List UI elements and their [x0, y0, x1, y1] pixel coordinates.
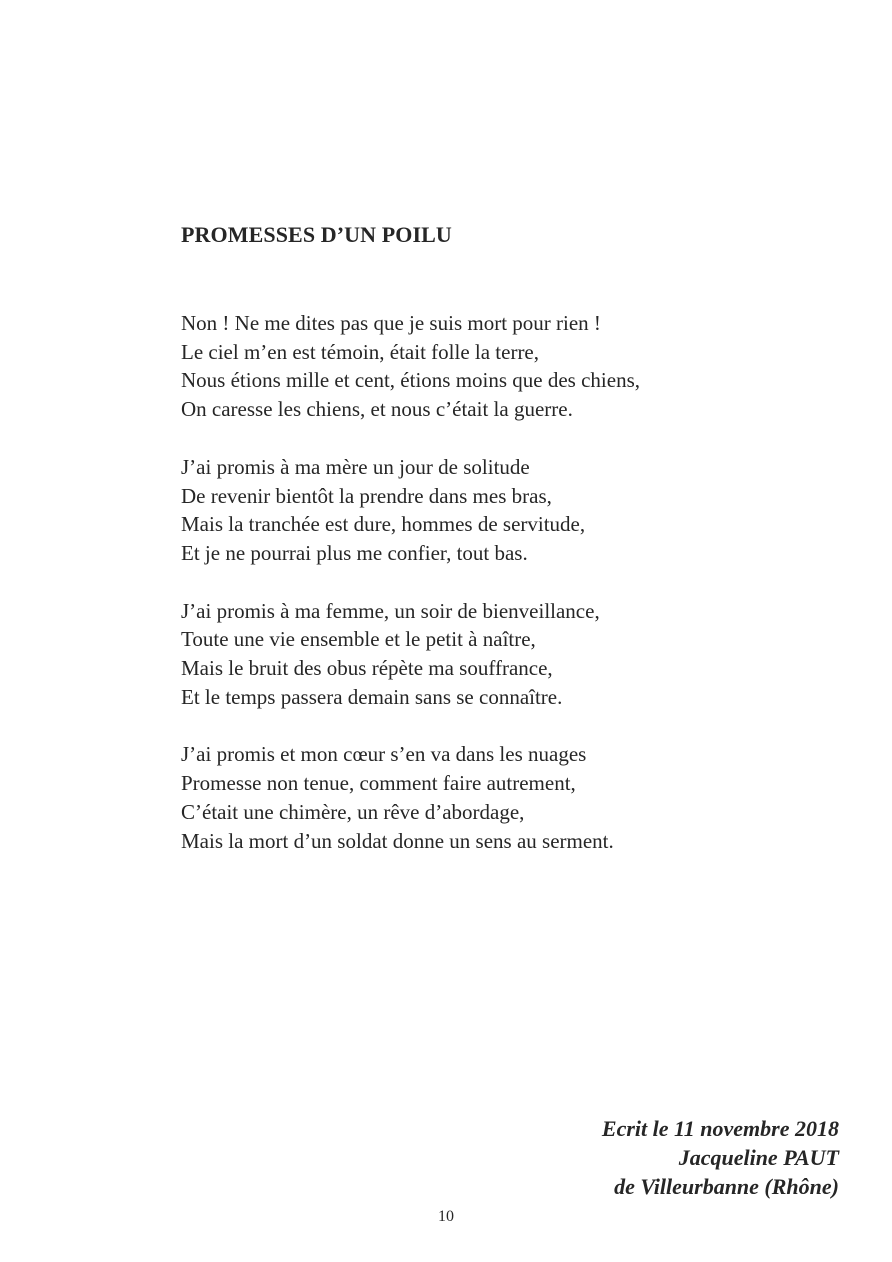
signature-block [602, 1114, 839, 1201]
stanza [181, 453, 801, 568]
poem-verse: J’ai promis à ma mère un jour de solitude [181, 454, 530, 479]
signature-location: de Villeurbanne (Rhône) [614, 1174, 839, 1199]
poem-verse: Mais la mort d’un soldat donne un sens au serment. [181, 828, 614, 853]
page-number: 10 [438, 1208, 454, 1225]
poem-verse: Nous étions mille et cent, étions moins que des chiens, [181, 368, 641, 393]
stanza [181, 740, 801, 855]
poem-title: PROMESSES D’UN POILU [181, 222, 452, 247]
poem-verse: J’ai promis à ma femme, un soir de bienveillance, [181, 598, 600, 623]
stanza [181, 597, 801, 712]
stanza [181, 309, 801, 424]
poem-body [181, 309, 801, 884]
poem-verse: Non ! Ne me dites pas que je suis mort pour rien ! [181, 311, 601, 335]
poem-verse: C’était une chimère, un rêve d’abordage, [181, 799, 525, 824]
poem-verse: Et je ne pourrai plus me confier, tout bas. [181, 540, 528, 565]
poem-verse: Mais la tranchée est dure, hommes de servitude, [181, 512, 586, 537]
poem-verse: Le ciel m’en est témoin, était folle la terre, [181, 339, 540, 364]
poem-verse: De revenir bientôt la prendre dans mes bras, [181, 483, 552, 508]
poem-verse: Promesse non tenue, comment faire autrement, [181, 771, 576, 796]
poem-verse: Et le temps passera demain sans se connaître. [181, 684, 563, 709]
poem-verse: On caresse les chiens, et nous c’était la guerre. [181, 397, 573, 422]
poem-verse: Toute une vie ensemble et le petit à naître, [181, 627, 536, 652]
signature-date: Ecrit le 11 novembre 2018 [601, 1116, 839, 1141]
poem-verse: J’ai promis et mon cœur s’en va dans les nuages [181, 742, 587, 767]
poem-verse: Mais le bruit des obus répète ma souffrance, [181, 656, 553, 681]
signature-author: Jacqueline PAUT [678, 1145, 839, 1170]
